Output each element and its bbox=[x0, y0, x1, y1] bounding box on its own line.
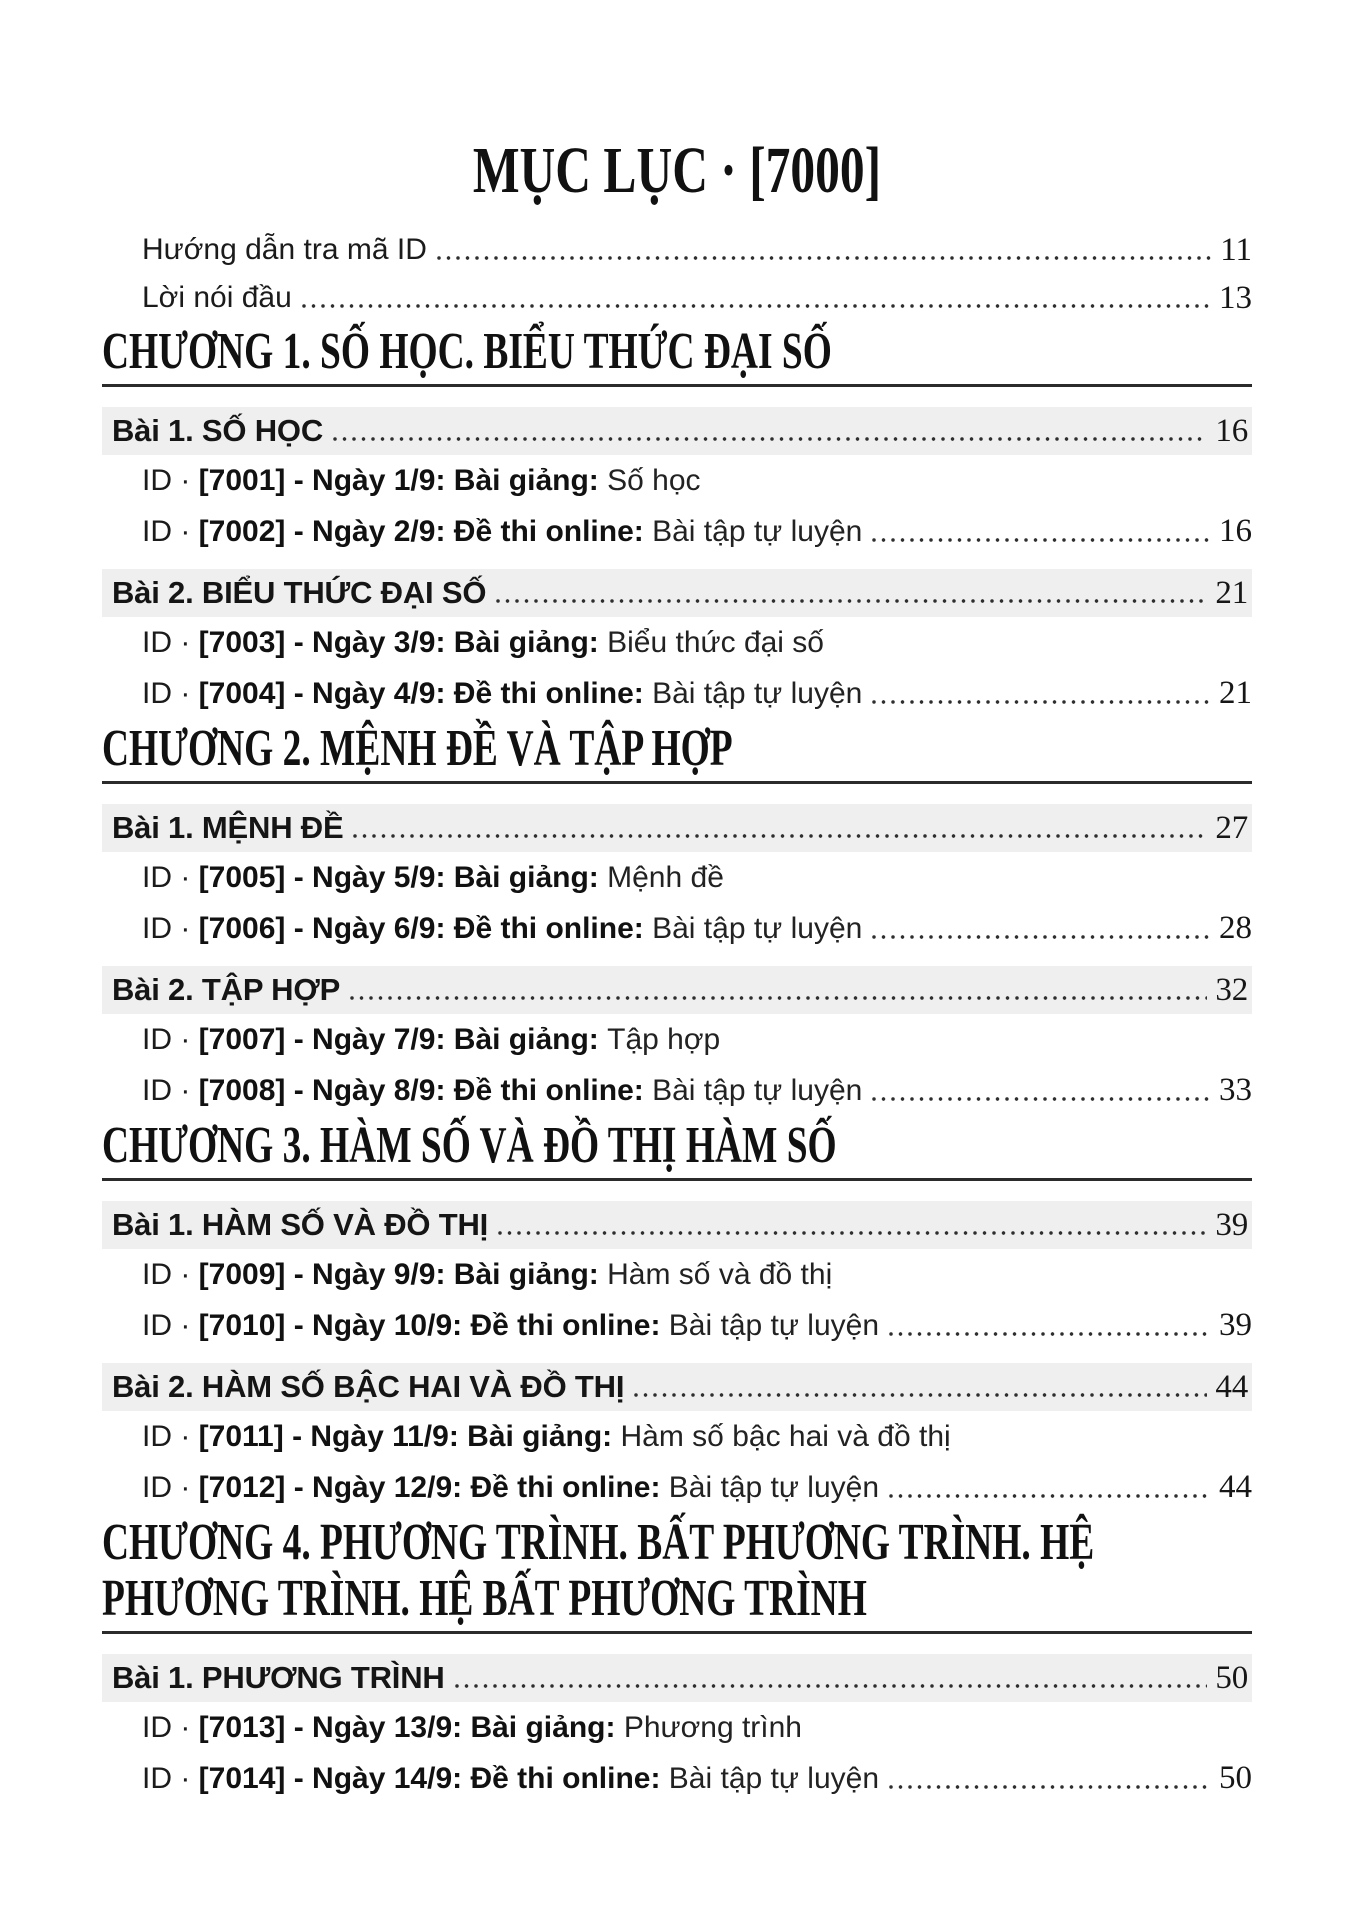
dot-leader bbox=[872, 1097, 1211, 1101]
page-number: 28 bbox=[1219, 910, 1252, 946]
dot-leader bbox=[350, 996, 1207, 1000]
lesson-item-code: [7010] - Ngày 10/9: Đề thi online: bbox=[198, 1308, 669, 1342]
chapter-divider bbox=[102, 1178, 1252, 1181]
lesson-row bbox=[102, 1363, 1252, 1411]
lesson-item-row bbox=[102, 852, 1252, 903]
lesson-title: Bài 2. BIỂU THỨC ĐẠI SỐ bbox=[112, 575, 487, 610]
lesson-item-row bbox=[102, 1014, 1252, 1065]
dot-leader bbox=[496, 599, 1207, 603]
lesson-item-row bbox=[102, 1300, 1252, 1351]
dot-leader bbox=[333, 437, 1207, 441]
page-number: 11 bbox=[1220, 231, 1252, 268]
dot-leader bbox=[872, 935, 1211, 939]
lesson-item-desc: Bài tập tự luyện bbox=[668, 1761, 880, 1795]
id-prefix: ID · bbox=[142, 1257, 199, 1291]
chapter-divider bbox=[102, 384, 1252, 387]
lesson-item-row bbox=[102, 1065, 1252, 1116]
toc-entry-row bbox=[102, 226, 1252, 274]
page-number: 50 bbox=[1219, 1760, 1252, 1796]
page-number: 21 bbox=[1215, 574, 1248, 611]
page-number: 44 bbox=[1215, 1368, 1248, 1405]
lesson-item-row bbox=[102, 1702, 1252, 1753]
id-prefix: ID · bbox=[142, 1419, 199, 1453]
lesson-item-desc: Biểu thức đại số bbox=[607, 625, 824, 659]
dot-leader bbox=[872, 538, 1211, 542]
page-number: 27 bbox=[1215, 809, 1248, 846]
dot-leader bbox=[498, 1231, 1207, 1235]
lesson-item-desc: Hàm số và đồ thị bbox=[607, 1257, 833, 1291]
id-prefix: ID · bbox=[142, 625, 199, 659]
id-prefix: ID · bbox=[142, 1022, 199, 1056]
id-prefix: ID · bbox=[142, 1761, 199, 1795]
lesson-item-code: [7008] - Ngày 8/9: Đề thi online: bbox=[198, 1073, 653, 1107]
lesson-item-row bbox=[102, 506, 1252, 557]
lesson-item-code: [7002] - Ngày 2/9: Đề thi online: bbox=[198, 514, 653, 548]
lesson-title: Bài 1. PHƯƠNG TRÌNH bbox=[112, 1660, 445, 1695]
toc-entry-row bbox=[102, 274, 1252, 322]
lesson-item-code: [7009] - Ngày 9/9: Bài giảng: bbox=[198, 1257, 608, 1291]
lesson-item-row bbox=[102, 617, 1252, 668]
lesson-item-desc: Số học bbox=[607, 463, 701, 497]
lesson-item-desc: Bài tập tự luyện bbox=[652, 911, 863, 945]
page-number: 39 bbox=[1219, 1307, 1252, 1343]
id-prefix: ID · bbox=[142, 1308, 199, 1342]
lesson-title: Bài 1. MỆNH ĐỀ bbox=[112, 810, 344, 845]
dot-leader bbox=[889, 1785, 1211, 1789]
dot-leader bbox=[889, 1332, 1211, 1336]
lesson-item-desc: Phương trình bbox=[623, 1710, 802, 1744]
lesson-item-row bbox=[102, 668, 1252, 719]
chapter-divider bbox=[102, 1631, 1252, 1634]
toc-entry-label: Hướng dẫn tra mã ID bbox=[142, 233, 427, 266]
lesson-item-code: [7001] - Ngày 1/9: Bài giảng: bbox=[198, 463, 608, 497]
dot-leader bbox=[889, 1494, 1211, 1498]
lesson-title: Bài 1. SỐ HỌC bbox=[112, 413, 324, 448]
lesson-item-desc: Bài tập tự luyện bbox=[652, 514, 863, 548]
id-prefix: ID · bbox=[142, 514, 199, 548]
lesson-item-code: [7004] - Ngày 4/9: Đề thi online: bbox=[198, 676, 653, 710]
chapter-heading: CHƯƠNG 2. MỆNH ĐỀ VÀ TẬP HỢP bbox=[102, 720, 733, 777]
chapter-heading: CHƯƠNG 3. HÀM SỐ VÀ ĐỒ THỊ HÀM SỐ bbox=[102, 1117, 837, 1174]
lesson-row bbox=[102, 1201, 1252, 1249]
dot-leader bbox=[455, 1684, 1208, 1688]
lesson-item-desc: Bài tập tự luyện bbox=[652, 1073, 863, 1107]
lesson-row bbox=[102, 1654, 1252, 1702]
lesson-item-desc: Mệnh đề bbox=[607, 860, 724, 894]
page-number: 50 bbox=[1215, 1659, 1248, 1696]
id-prefix: ID · bbox=[142, 1710, 199, 1744]
lesson-item-code: [7014] - Ngày 14/9: Đề thi online: bbox=[198, 1761, 669, 1795]
page-number: 16 bbox=[1219, 513, 1252, 549]
id-prefix: ID · bbox=[142, 911, 199, 945]
page-number: 32 bbox=[1215, 971, 1248, 1008]
toc-entry-label: Lời nói đầu bbox=[142, 281, 292, 314]
lesson-item-row bbox=[102, 1411, 1252, 1462]
lesson-item-row bbox=[102, 455, 1252, 506]
page-number: 39 bbox=[1215, 1206, 1248, 1243]
lesson-item-row bbox=[102, 1462, 1252, 1513]
chapter-heading: CHƯƠNG 4. PHƯƠNG TRÌNH. BẤT PHƯƠNG TRÌNH. HỆ PHƯƠNG TRÌNH. HỆ BẤT PHƯƠNG TRÌNH bbox=[102, 1514, 1095, 1627]
dot-leader bbox=[353, 834, 1207, 838]
lesson-item-code: [7003] - Ngày 3/9: Bài giảng: bbox=[198, 625, 608, 659]
page-number: 21 bbox=[1219, 675, 1252, 711]
lesson-item-code: [7012] - Ngày 12/9: Đề thi online: bbox=[198, 1470, 669, 1504]
lesson-item-row bbox=[102, 1249, 1252, 1300]
lesson-item-code: [7005] - Ngày 5/9: Bài giảng: bbox=[198, 860, 608, 894]
page-number: 16 bbox=[1215, 412, 1248, 449]
toc-content bbox=[102, 0, 1252, 1804]
lesson-row bbox=[102, 407, 1252, 455]
lesson-item-code: [7006] - Ngày 6/9: Đề thi online: bbox=[198, 911, 653, 945]
id-prefix: ID · bbox=[142, 463, 199, 497]
toc-body bbox=[102, 324, 1252, 1804]
lesson-item-code: [7007] - Ngày 7/9: Bài giảng: bbox=[198, 1022, 608, 1056]
page-number: 44 bbox=[1219, 1469, 1252, 1505]
lesson-title: Bài 2. TẬP HỢP bbox=[112, 972, 341, 1007]
id-prefix: ID · bbox=[142, 860, 199, 894]
page-title: MỤC LỤC · [7000] bbox=[472, 134, 882, 207]
lesson-item-desc: Hàm số bậc hai và đồ thị bbox=[620, 1419, 951, 1453]
lesson-item-desc: Bài tập tự luyện bbox=[652, 676, 863, 710]
lesson-title: Bài 2. HÀM SỐ BẬC HAI VÀ ĐỒ THỊ bbox=[112, 1369, 625, 1404]
lesson-item-desc: Bài tập tự luyện bbox=[668, 1308, 880, 1342]
chapter-heading: CHƯƠNG 1. SỐ HỌC. BIỂU THỨC ĐẠI SỐ bbox=[102, 323, 832, 380]
id-prefix: ID · bbox=[142, 676, 199, 710]
lesson-item-code: [7011] - Ngày 11/9: Bài giảng: bbox=[198, 1419, 621, 1453]
dot-leader bbox=[634, 1393, 1207, 1397]
lesson-row bbox=[102, 804, 1252, 852]
page-number: 13 bbox=[1219, 279, 1252, 316]
lesson-item-code: [7013] - Ngày 13/9: Bài giảng: bbox=[198, 1710, 624, 1744]
lesson-item-row bbox=[102, 1753, 1252, 1804]
lesson-row bbox=[102, 966, 1252, 1014]
lesson-item-desc: Tập hợp bbox=[607, 1022, 721, 1056]
id-prefix: ID · bbox=[142, 1073, 199, 1107]
dot-leader bbox=[872, 700, 1211, 704]
chapter-divider bbox=[102, 781, 1252, 784]
front-matter-list bbox=[102, 226, 1252, 322]
id-prefix: ID · bbox=[142, 1470, 199, 1504]
lesson-item-desc: Bài tập tự luyện bbox=[668, 1470, 880, 1504]
lesson-title: Bài 1. HÀM SỐ VÀ ĐỒ THỊ bbox=[112, 1207, 489, 1242]
lesson-row bbox=[102, 569, 1252, 617]
dot-leader bbox=[302, 304, 1211, 308]
lesson-item-row bbox=[102, 903, 1252, 954]
page-number: 33 bbox=[1219, 1072, 1252, 1108]
dot-leader bbox=[437, 256, 1212, 260]
